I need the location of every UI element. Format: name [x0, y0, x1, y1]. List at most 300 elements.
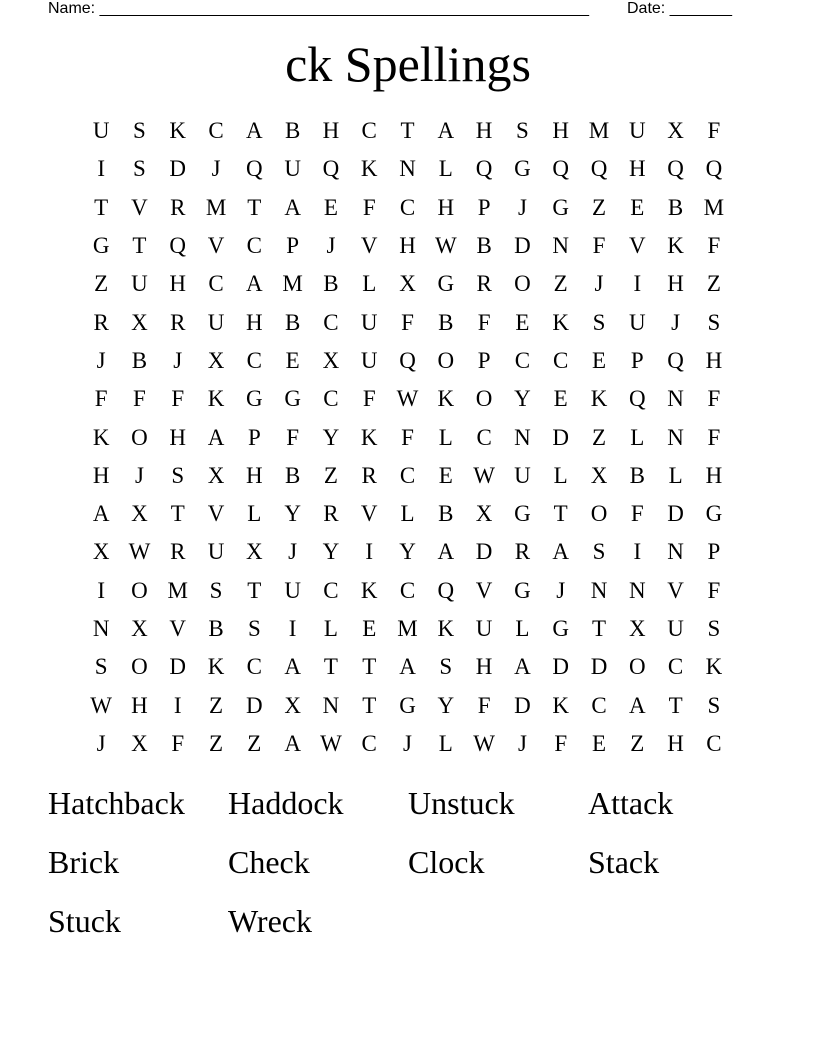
grid-letter: R [93, 309, 109, 335]
date-field-label: Date: _______ [627, 0, 732, 17]
grid-letter: H [92, 462, 110, 488]
grid-row [82, 610, 733, 648]
grid-letter: O [131, 424, 148, 450]
grid-letter: F [592, 233, 606, 259]
grid-letter: Z [553, 271, 568, 297]
grid-letter: U [514, 462, 531, 488]
grid-letter: V [360, 501, 378, 527]
grid-letter: Q [169, 233, 187, 259]
grid-letter: M [167, 577, 188, 603]
grid-letter: A [552, 539, 570, 565]
grid-letter: H [131, 692, 148, 718]
grid-row [82, 457, 733, 495]
grid-letter: D [246, 692, 263, 718]
grid-letter: X [207, 347, 225, 373]
grid-letter: J [403, 730, 412, 756]
grid-letter: A [92, 501, 110, 527]
grid-letter: A [437, 539, 455, 565]
grid-letter: K [552, 309, 570, 335]
grid-letter: Y [322, 539, 340, 565]
grid-letter: X [667, 118, 684, 144]
grid-letter: X [475, 501, 493, 527]
grid-letter: C [323, 309, 339, 335]
grid-letter: R [323, 501, 339, 527]
grid-letter: L [438, 424, 453, 450]
grid-letter: A [284, 654, 301, 680]
grid-letter: H [322, 118, 340, 144]
grid-letter: Z [591, 194, 607, 220]
grid-letter: X [399, 271, 416, 297]
grid-letter: C [323, 577, 339, 603]
grid-letter: K [360, 577, 378, 603]
grid-letter: S [707, 309, 721, 335]
grid-letter: E [553, 386, 568, 412]
grid-letter: Z [209, 730, 224, 756]
grid-letter: E [323, 194, 338, 220]
grid-letter: H [169, 271, 187, 297]
grid-letter: L [553, 462, 568, 488]
grid-letter: O [437, 347, 455, 373]
grid-letter: Q [705, 156, 723, 182]
grid-row [82, 303, 733, 341]
grid-letter: T [553, 501, 568, 527]
grid-letter: J [594, 271, 604, 297]
grid-letter: C [476, 424, 492, 450]
grid-letter: C [553, 347, 569, 373]
grid-letter: F [477, 692, 491, 718]
grid-letter: P [477, 347, 491, 373]
grid-letter: B [284, 309, 301, 335]
grid-letter: Q [437, 577, 455, 603]
grid-letter: K [207, 654, 225, 680]
grid-letter: J [173, 347, 183, 373]
grid-letter: D [169, 156, 187, 182]
grid-letter: V [360, 233, 378, 259]
grid-letter: I [173, 692, 182, 718]
grid-letter: A [628, 692, 646, 718]
grid-letter: Y [322, 424, 340, 450]
grid-letter: U [131, 271, 148, 297]
grid-letter: K [437, 616, 455, 641]
grid-letter: C [361, 730, 377, 756]
grid-letter: R [476, 271, 492, 297]
grid-letter: J [134, 462, 144, 488]
grid-letter: L [668, 462, 683, 488]
grid-row [82, 150, 733, 188]
grid-letter: K [207, 386, 225, 412]
grid-letter: A [246, 118, 263, 144]
grid-letter: E [515, 309, 530, 335]
grid-letter: H [628, 156, 646, 182]
grid-letter: A [437, 118, 455, 144]
grid-letter: Q [399, 347, 416, 373]
grid-letter: N [552, 233, 570, 259]
grid-letter: T [362, 692, 377, 718]
grid-letter: R [170, 309, 186, 335]
grid-letter: S [133, 156, 146, 182]
grid-letter: L [515, 616, 530, 641]
grid-letter: W [396, 386, 419, 412]
grid-letter: J [211, 156, 221, 182]
grid-letter: N [628, 577, 646, 603]
grid-letter: H [169, 424, 187, 450]
grid-letter: E [630, 194, 645, 220]
grid-letter: C [514, 347, 531, 373]
grid-letter: F [401, 309, 414, 335]
grid-letter: U [207, 309, 225, 335]
grid-letter: C [706, 730, 722, 756]
grid-letter: G [552, 616, 570, 641]
grid-letter: S [171, 462, 185, 488]
grid-row [82, 227, 733, 265]
grid-letter: G [284, 386, 301, 412]
grid-letter: W [90, 692, 112, 718]
grid-letter: F [286, 424, 300, 450]
grid-letter: X [131, 309, 148, 335]
grid-letter: F [401, 424, 414, 450]
grid-letter: B [476, 233, 492, 259]
grid-letter: F [707, 386, 721, 412]
grid-letter: V [207, 233, 225, 259]
grid-letter: N [667, 539, 684, 565]
word-bank-item: Stack [588, 844, 660, 880]
grid-letter: N [590, 577, 608, 603]
grid-letter: Q [475, 156, 493, 182]
word-bank-item: Check [228, 844, 310, 880]
grid-letter: C [399, 194, 416, 220]
grid-letter: X [322, 347, 340, 373]
grid-letter: T [247, 194, 262, 220]
grid-letter: L [438, 156, 453, 182]
grid-row [82, 686, 733, 724]
grid-letter: O [131, 654, 148, 680]
grid-letter: W [128, 539, 151, 565]
grid-letter: B [131, 347, 148, 373]
grid-letter: A [399, 654, 416, 680]
grid-letter: J [96, 730, 106, 756]
grid-letter: C [591, 692, 607, 718]
grid-letter: C [208, 118, 224, 144]
grid-letter: F [477, 309, 491, 335]
grid-row [82, 648, 733, 686]
grid-letter: W [434, 233, 457, 259]
grid-letter: Q [667, 347, 684, 373]
grid-letter: J [517, 194, 527, 220]
grid-letter: N [514, 424, 531, 450]
grid-letter: I [365, 539, 374, 565]
grid-row [82, 112, 733, 150]
grid-letter: A [284, 194, 301, 220]
grid-letter: L [630, 424, 645, 450]
grid-letter: L [247, 501, 262, 527]
grid-letter: G [399, 692, 416, 718]
grid-letter: G [514, 577, 531, 603]
word-bank [48, 783, 768, 941]
grid-letter: H [246, 462, 263, 488]
grid-letter: I [97, 577, 105, 603]
grid-letter: B [438, 501, 454, 527]
page-title: ck Spellings [285, 36, 531, 92]
grid-letter: U [92, 118, 110, 144]
grid-letter: T [591, 616, 607, 641]
grid-letter: C [323, 386, 339, 412]
grid-letter: F [707, 233, 721, 259]
grid-letter: U [360, 309, 378, 335]
grid-letter: G [514, 156, 531, 182]
grid-letter: M [397, 616, 418, 641]
grid-letter: N [322, 692, 340, 718]
grid-letter: U [207, 539, 225, 565]
grid-letter: N [667, 424, 684, 450]
grid-letter: Q [667, 156, 684, 182]
word-bank-item: Haddock [228, 785, 344, 821]
grid-letter: F [707, 577, 721, 603]
grid-letter: P [630, 347, 644, 373]
grid-letter: V [169, 616, 187, 641]
word-search-grid [82, 112, 733, 763]
grid-letter: I [633, 271, 642, 297]
grid-letter: U [628, 309, 646, 335]
grid-letter: S [247, 616, 261, 641]
grid-letter: E [438, 462, 453, 488]
grid-letter: E [285, 347, 300, 373]
grid-letter: V [207, 501, 225, 527]
grid-row [82, 495, 733, 533]
grid-row [82, 572, 733, 610]
grid-letter: X [590, 462, 608, 488]
grid-letter: H [667, 730, 684, 756]
grid-letter: S [707, 692, 721, 718]
grid-letter: H [705, 462, 723, 488]
grid-letter: C [246, 347, 262, 373]
grid-letter: U [360, 347, 378, 373]
grid-letter: K [705, 654, 723, 680]
grid-letter: B [323, 271, 339, 297]
grid-letter: H [246, 309, 263, 335]
grid-letter: D [514, 692, 531, 718]
grid-letter: A [284, 730, 301, 756]
word-bank-item: Wreck [228, 903, 312, 939]
word-bank-item: Clock [408, 844, 485, 880]
word-bank-item: Unstuck [408, 785, 515, 821]
grid-letter: Z [247, 730, 262, 756]
grid-letter: A [514, 654, 531, 680]
grid-row [82, 418, 733, 456]
grid-letter: D [514, 233, 531, 259]
grid-letter: B [208, 616, 224, 641]
grid-letter: S [94, 654, 108, 680]
grid-letter: V [667, 577, 684, 603]
grid-letter: J [326, 233, 336, 259]
grid-letter: J [517, 730, 527, 756]
grid-letter: F [133, 386, 146, 412]
grid-letter: W [320, 730, 342, 756]
grid-letter: Q [628, 386, 646, 412]
grid-letter: B [629, 462, 645, 488]
grid-letter: H [437, 194, 455, 220]
grid-letter: U [628, 118, 646, 144]
grid-letter: H [705, 347, 723, 373]
grid-letter: I [288, 616, 297, 641]
grid-row [82, 265, 733, 303]
grid-letter: Z [706, 271, 721, 297]
name-field-label: Name: _______________________________________________________ [48, 0, 589, 17]
grid-letter: R [514, 539, 531, 565]
grid-letter: D [475, 539, 493, 565]
grid-letter: D [667, 501, 684, 527]
grid-letter: L [400, 501, 415, 527]
grid-letter: T [132, 233, 147, 259]
grid-letter: S [133, 118, 146, 144]
grid-letter: G [246, 386, 263, 412]
grid-letter: N [667, 386, 684, 412]
grid-letter: C [208, 271, 224, 297]
grid-letter: M [588, 118, 610, 144]
grid-letter: X [92, 539, 110, 565]
grid-letter: T [668, 692, 683, 718]
grid-letter: K [590, 386, 608, 412]
grid-row [82, 342, 733, 380]
grid-letter: S [592, 539, 606, 565]
grid-letter: M [703, 194, 725, 220]
grid-letter: P [477, 194, 491, 220]
grid-letter: M [205, 194, 227, 220]
word-bank-item: Brick [48, 844, 120, 880]
grid-letter: Q [322, 156, 340, 182]
grid-letter: P [247, 424, 261, 450]
grid-letter: T [94, 194, 109, 220]
grid-letter: C [246, 654, 262, 680]
grid-letter: C [667, 654, 684, 680]
grid-letter: O [475, 386, 493, 412]
grid-letter: H [475, 118, 493, 144]
grid-letter: W [473, 730, 495, 756]
grid-letter: X [131, 501, 148, 527]
grid-letter: R [361, 462, 377, 488]
grid-letter: K [667, 233, 684, 259]
grid-letter: T [323, 654, 338, 680]
grid-letter: C [399, 577, 416, 603]
grid-letter: F [707, 118, 721, 144]
grid-letter: D [590, 654, 608, 680]
grid-letter: R [170, 194, 186, 220]
grid-letter: E [591, 347, 607, 373]
grid-letter: W [473, 462, 495, 488]
grid-letter: D [552, 654, 570, 680]
grid-letter: F [362, 386, 376, 412]
grid-letter: M [282, 271, 303, 297]
grid-letter: B [667, 194, 684, 220]
grid-letter: F [94, 386, 108, 412]
grid-letter: X [628, 616, 646, 641]
grid-letter: P [707, 539, 721, 565]
grid-letter: Z [209, 692, 224, 718]
grid-letter: J [288, 539, 298, 565]
grid-letter: N [399, 156, 416, 182]
grid-letter: G [552, 194, 570, 220]
grid-letter: Z [591, 424, 607, 450]
grid-letter: V [628, 233, 646, 259]
grid-letter: T [170, 501, 185, 527]
grid-letter: K [552, 692, 570, 718]
grid-letter: T [400, 118, 415, 144]
grid-letter: D [552, 424, 570, 450]
grid-letter: X [131, 616, 148, 641]
grid-letter: V [475, 577, 493, 603]
word-bank-item: Attack [588, 785, 674, 821]
grid-letter: Q [246, 156, 263, 182]
grid-letter: J [671, 309, 681, 335]
grid-row [82, 189, 733, 227]
grid-letter: G [437, 271, 455, 297]
grid-row [82, 533, 733, 571]
grid-letter: K [437, 386, 455, 412]
grid-letter: S [439, 654, 453, 680]
grid-letter: I [633, 539, 642, 565]
grid-letter: Z [630, 730, 645, 756]
grid-letter: X [207, 462, 225, 488]
grid-letter: F [707, 424, 721, 450]
grid-row [82, 725, 733, 763]
grid-letter: O [628, 654, 646, 680]
grid-letter: K [360, 424, 378, 450]
grid-letter: I [97, 156, 105, 182]
grid-letter: F [362, 194, 376, 220]
grid-letter: K [169, 118, 187, 144]
grid-letter: O [590, 501, 608, 527]
grid-letter: B [284, 462, 301, 488]
grid-letter: U [667, 616, 684, 641]
grid-letter: Y [437, 692, 455, 718]
grid-letter: F [630, 501, 644, 527]
grid-letter: U [284, 577, 301, 603]
grid-letter: P [286, 233, 300, 259]
grid-letter: L [362, 271, 377, 297]
grid-letter: D [169, 654, 187, 680]
grid-letter: R [170, 539, 186, 565]
grid-letter: G [92, 233, 110, 259]
grid-letter: G [514, 501, 531, 527]
grid-letter: O [514, 271, 531, 297]
grid-letter: Q [552, 156, 570, 182]
grid-letter: C [361, 118, 377, 144]
grid-letter: Y [399, 539, 416, 565]
grid-letter: A [207, 424, 225, 450]
grid-letter: S [592, 309, 606, 335]
grid-letter: J [556, 577, 566, 603]
grid-letter: N [92, 616, 110, 641]
grid-letter: H [475, 654, 493, 680]
grid-letter: Y [514, 386, 531, 412]
word-bank-item: Stuck [48, 903, 121, 939]
grid-letter: F [554, 730, 568, 756]
grid-letter: S [516, 118, 529, 144]
grid-letter: U [475, 616, 493, 641]
grid-letter: Z [94, 271, 109, 297]
word-bank-item: Hatchback [48, 785, 185, 821]
grid-letter: C [246, 233, 262, 259]
grid-letter: L [438, 730, 453, 756]
grid-row [82, 380, 733, 418]
grid-letter: J [96, 347, 106, 373]
grid-letter: A [246, 271, 263, 297]
grid-letter: X [284, 692, 301, 718]
grid-letter: S [707, 616, 721, 641]
grid-letter: B [438, 309, 454, 335]
grid-letter: C [399, 462, 416, 488]
grid-letter: X [246, 539, 263, 565]
grid-letter: F [171, 730, 185, 756]
